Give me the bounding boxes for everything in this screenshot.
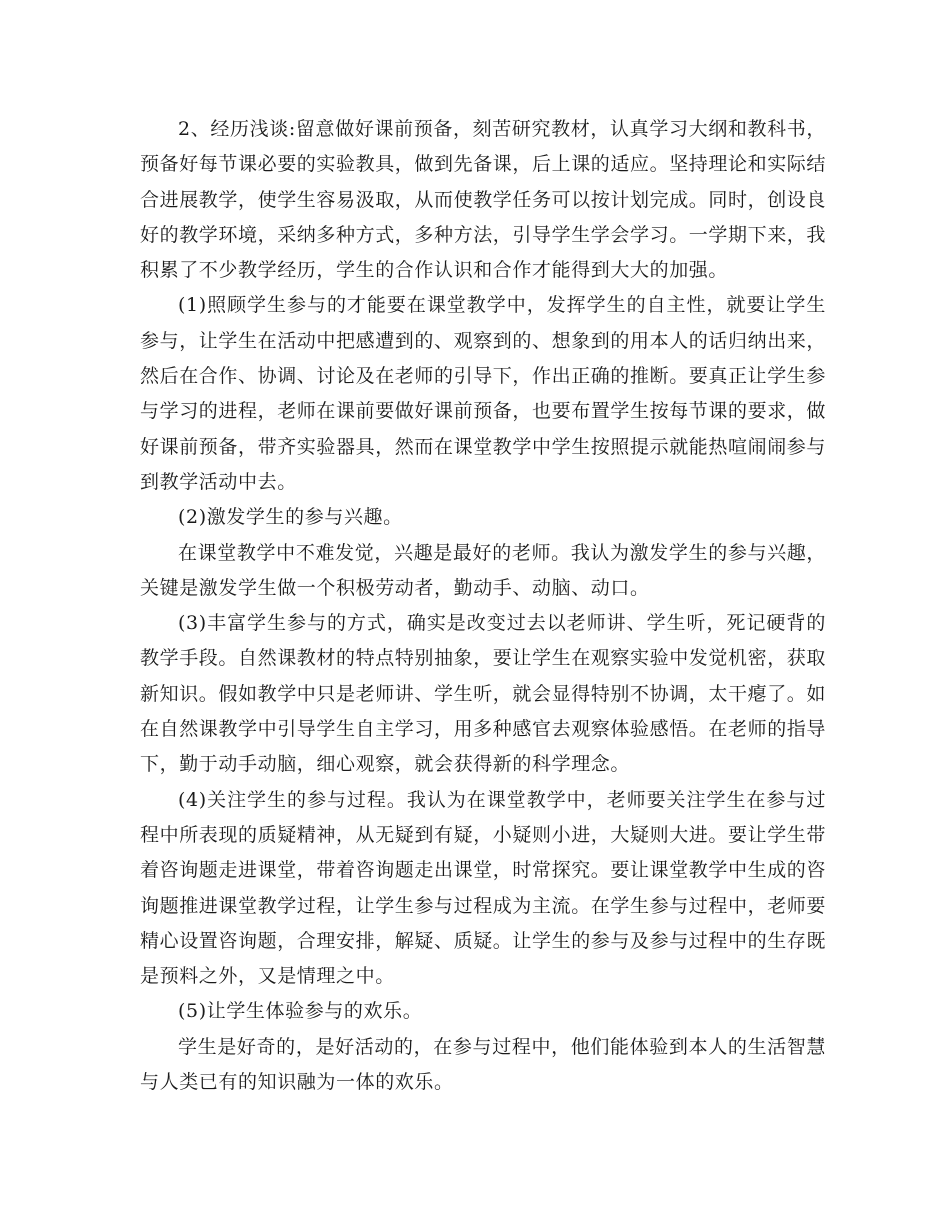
paragraph-point-2-heading: (2)激发学生的参与兴趣。	[178, 506, 403, 529]
document-body	[140, 112, 826, 1100]
paragraph-experience: 2、经历浅谈:留意做好课前预备，刻苦研究教材，认真学习大纲和教科书，预备好每节课必要的实验教具，做到先备课，后上课的适应。坚持理论和实际结合进展教学，使学生容易汲取，从而使教学任务可以按计划完成。同时，创设良好的教学环境，采纳多种方式，多种方法，引导学生学会学习。一学期下来，我积累了不少教学经历，学生的合作认识和合作才能得到大大的加强。	[140, 118, 827, 282]
paragraph-point-5-heading: (5)让学生体验参与的欢乐。	[178, 1000, 423, 1023]
paragraph-point-2-body: 在课堂教学中不难发觉，兴趣是最好的老师。我认为激发学生的参与兴趣，关键是激发学生做一个积极劳动者，勤动手、动脑、动口。	[140, 541, 826, 599]
paragraph-point-1: (1)照顾学生参与的才能要在课堂教学中，发挥学生的自主性，就要让学生参与，让学生在活动中把感遭到的、观察到的、想象到的用本人的话归纳出来，然后在合作、协调、讨论及在老师的引导下，作出正确的推断。要真正让学生参与学习的进程，老师在课前要做好课前预备，也要布置学生按每节课的要求，做好课前预备，带齐实验器具，然而在课堂教学中学生按照提示就能热喧闹闹参与到教学活动中去。	[140, 294, 827, 493]
paragraph-point-5-body: 学生是好奇的，是好活动的，在参与过程中，他们能体验到本人的生活智慧与人类已有的知识融为一体的欢乐。	[140, 1035, 826, 1094]
paragraph-point-4: (4)关注学生的参与过程。我认为在课堂教学中，老师要关注学生在参与过程中所表现的质疑精神，从无疑到有疑，小疑则小进，大疑则大进。要让学生带着咨询题走进课堂，带着咨询题走出课堂，时常探究。要让课堂教学中生成的咨询题推进课堂教学过程，让学生参与过程成为主流。在学生参与过程中，老师要精心设置咨询题，合理安排，解疑、质疑。让学生的参与及参与过程中的生存既是预料之外，又是情理之中。	[140, 788, 827, 988]
paragraph-point-3: (3)丰富学生参与的方式，确实是改变过去以老师讲、学生听，死记硬背的教学手段。自然课教材的特点特别抽象，要让学生在观察实验中发觉机密，获取新知识。假如教学中只是老师讲、学生听，就会显得特别不协调，太干瘪了。如在自然课教学中引导学生自主学习，用多种感官去观察体验感悟。在老师的指导下，勤于动手动脑，细心观察，就会获得新的科学理念。	[140, 612, 827, 776]
